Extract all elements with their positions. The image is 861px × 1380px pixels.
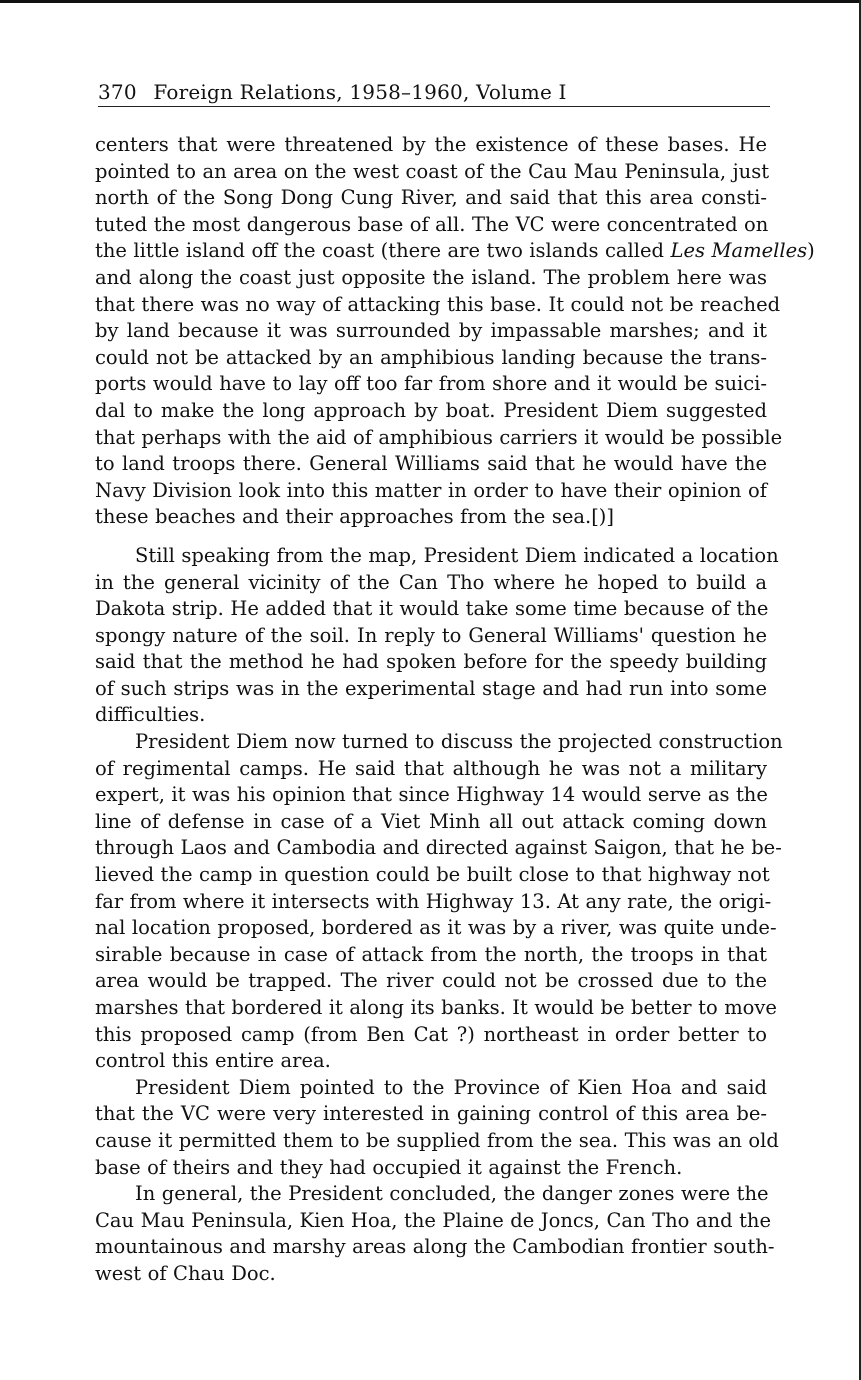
text-line: expert, it was his opinion that since Highway 14 would serve as the [95,783,768,807]
text-line: this proposed camp (from Ben Cat ?) northeast in order better to [95,1022,767,1046]
island-name-italic: Les Mamelles [670,239,808,263]
paragraph-gap [95,531,767,543]
text-line: dal to make the long approach by boat. President Diem suggested [95,398,767,422]
text-line: north of the Song Dong Cung River, and said that this area consti- [95,186,767,210]
text-line: control this entire area. [95,1049,331,1073]
text-line: to land troops there. General Williams said that he would have the [95,452,767,476]
text-line: Dakota strip. He added that it would take some time because of the [95,597,769,621]
running-head [98,80,770,104]
text-line: Still speaking from the map, President Diem indicated a location [135,543,779,567]
text-line: mountainous and marshy areas along the Cambodian frontier south- [95,1235,775,1259]
header-rule [98,106,770,107]
text-line: west of Chau Doc. [95,1261,276,1285]
text-line: of regimental camps. He said that although he was not a military [95,756,767,780]
paragraph-3 [95,729,783,1075]
text-line: In general, the President concluded, the danger zones were the [135,1182,769,1206]
text-line: that the VC were very interested in gaining control of this area be- [95,1102,767,1126]
text-line: difficulties. [95,703,206,727]
paragraph-1 [95,132,815,531]
text-line: spongy nature of the soil. In reply to General Williams' question he [95,623,767,647]
document-body [95,132,815,1288]
text-line: through Laos and Cambodia and directed against Saigon, that he be- [95,836,782,860]
text-line: centers that were threatened by the existence of these bases. He [95,133,767,156]
text-line: line of defense in case of a Viet Minh all out attack coming down [95,809,767,833]
text-line-les-mamelles [95,238,815,265]
text-line: pointed to an area on the west coast of the Cau Mau Peninsula, just [95,159,770,183]
text-line: lieved the camp in question could be built close to that highway not [95,863,770,887]
text-line: ports would have to lay off too far from shore and it would be suici- [95,372,767,396]
text-line: area would be trapped. The river could not be crossed due to the [95,969,767,993]
text-line: by land because it was surrounded by impassable marshes; and it [95,319,767,343]
text-line: Cau Mau Peninsula, Kien Hoa, the Plaine de Joncs, Can Tho and the [95,1208,772,1232]
text-line: of such strips was in the experimental stage and had run into some [95,676,767,700]
text-line: Navy Division look into this matter in order to have their opinion of [95,478,767,502]
text-line: President Diem now turned to discuss the projected construction [135,730,783,754]
text-line: these beaches and their approaches from the sea.[)] [95,505,615,529]
text-segment: ) [807,239,815,263]
text-line: marshes that bordered it along its banks. It would be better to move [95,996,777,1019]
text-line: cause it permitted them to be supplied from the sea. This was an old [95,1128,779,1152]
paragraph-5 [95,1181,775,1287]
text-line: tuted the most dangerous base of all. The VC were concentrated on [95,212,769,236]
text-line: base of theirs and they had occupied it against the French. [95,1155,683,1179]
text-line: could not be attacked by an amphibious landing because the trans- [95,345,767,369]
text-line: and along the coast just opposite the island. The problem here was [95,265,767,289]
text-line: that there was no way of attacking this base. It could not be reached [95,292,781,316]
text-line: that perhaps with the aid of amphibious carriers it would be possible [95,425,783,449]
paragraph-2 [95,543,779,729]
paragraph-4 [95,1075,779,1181]
volume-title: Foreign Relations, 1958–1960, Volume I [153,80,567,104]
text-line: in the general vicinity of the Can Tho where he hoped to build a [95,570,767,594]
text-segment: the little island off the coast (there are two islands called [95,239,671,263]
text-line: said that the method he had spoken before for the speedy building [95,650,767,674]
page-number: 370 [98,80,137,104]
page-top-border [0,0,861,3]
text-line: nal location proposed, bordered as it was by a river, was quite unde- [95,916,777,940]
text-line: President Diem pointed to the Province of Kien Hoa and said [135,1075,767,1099]
text-line: sirable because in case of attack from the north, the troops in that [95,942,767,966]
text-line: far from where it intersects with Highway 13. At any rate, the origi- [95,889,772,913]
